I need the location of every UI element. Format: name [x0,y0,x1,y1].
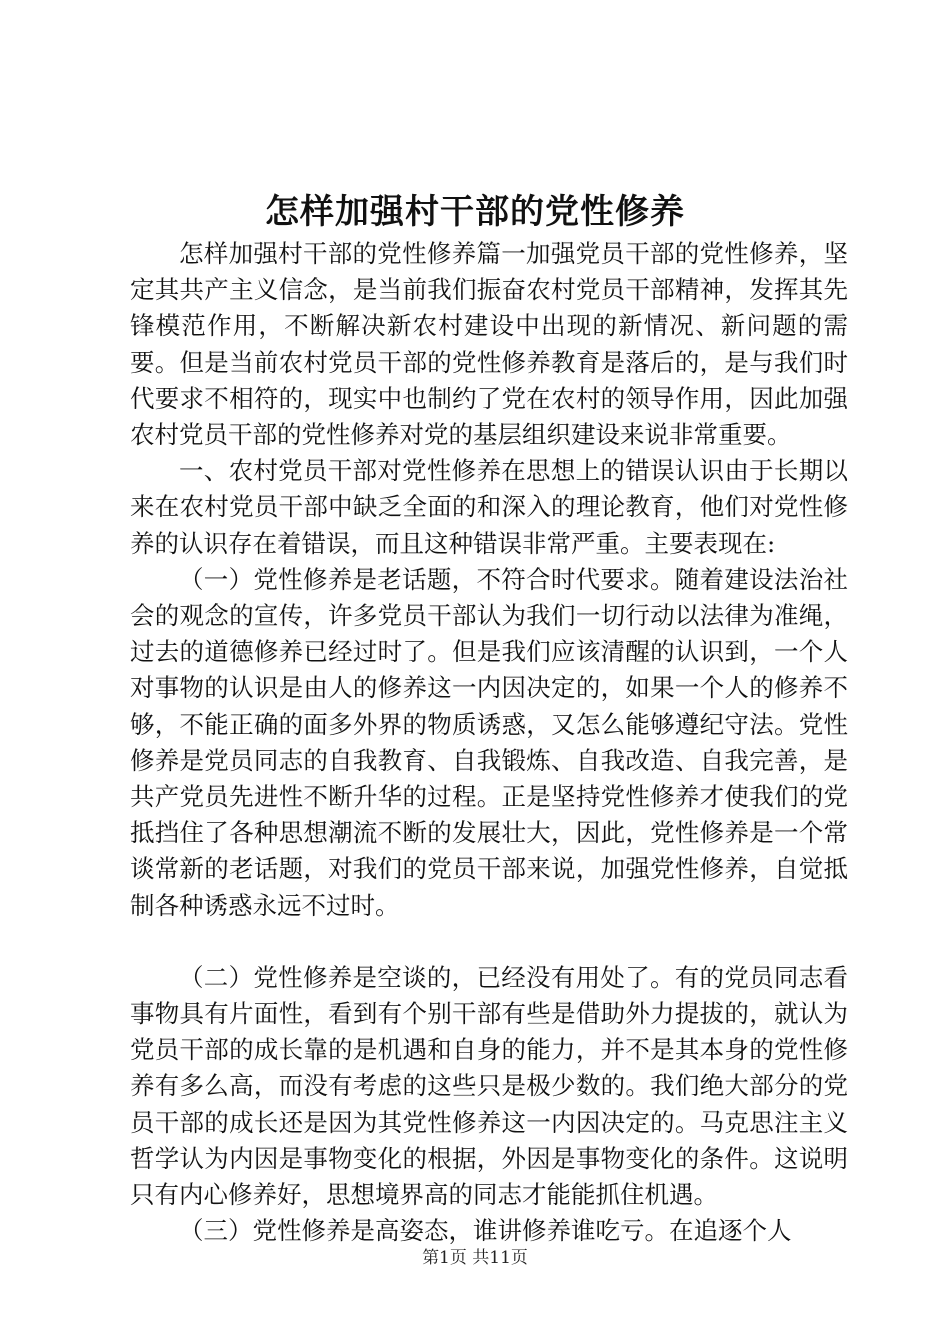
paragraph-point-three: （三）党性修养是高姿态，谁讲修养谁吃亏。在追逐个人 [179,1216,792,1246]
paragraph-point-two: （二）党性修养是空谈的，已经没有用处了。有的党员同志看事物具有片面性，看到有个别干部有些是借助外力提拔的，就认为党员干部的成长靠的是机遇和自身的能力，并不是其本身的党性修养有多么高，而没有考虑的这些只是极少数的。我们绝大部分的党员干部的成长还是因为其党性修养这一内因决定的。马克思注主义哲学认为内因是事物变化的根据，外因是事物变化的条件。这说明只有内心修养好，思想境界高的同志才能能抓住机遇。 [130,962,848,1210]
paragraph-section-one: 一、农村党员干部对党性修养在思想上的错误认识由于长期以来在农村党员干部中缺乏全面的和深入的理论教育，他们对党性修养的认识存在着错误，而且这种错误非常严重。主要表现在: [130,456,848,558]
paragraph-intro: 怎样加强村干部的党性修养篇一加强党员干部的党性修养，坚定其共产主义信念，是当前我们振奋农村党员干部精神，发挥其先锋模范作用，不断解决新农村建设中出现的新情况、新问题的需要。但是当前农村党员干部的党性修养教育是落后的，是与我们时代要求不相符的，现实中也制约了党在农村的领导作用，因此加强农村党员干部的党性修养对党的基层组织建设来说非常重要。 [130,239,848,450]
document-title: 怎样加强村干部的党性修养 [265,192,685,232]
document-body [130,236,848,1249]
page-number-footer: 第1页 共11页 [422,1248,528,1268]
paragraph-point-one: （一）党性修养是老话题，不符合时代要求。随着建设法治社会的观念的宣传，许多党员干部认为我们一切行动以法律为准绳，过去的道德修养已经过时了。但是我们应该清醒的认识到，一个人对事物的认识是由人的修养这一内因决定的，如果一个人的修养不够，不能正确的面多外界的物质诱惑，又怎么能够遵纪守法。党性修养是党员同志的自我教育、自我锻炼、自我改造、自我完善，是共产党员先进性不断升华的过程。正是坚持党性修养才使我们的党抵挡住了各种思想潮流不断的发展壮大，因此，党性修养是一个常谈常新的老话题，对我们的党员干部来说，加强党性修养，自觉抵制各种诱惑永远不过时。 [130,564,848,920]
